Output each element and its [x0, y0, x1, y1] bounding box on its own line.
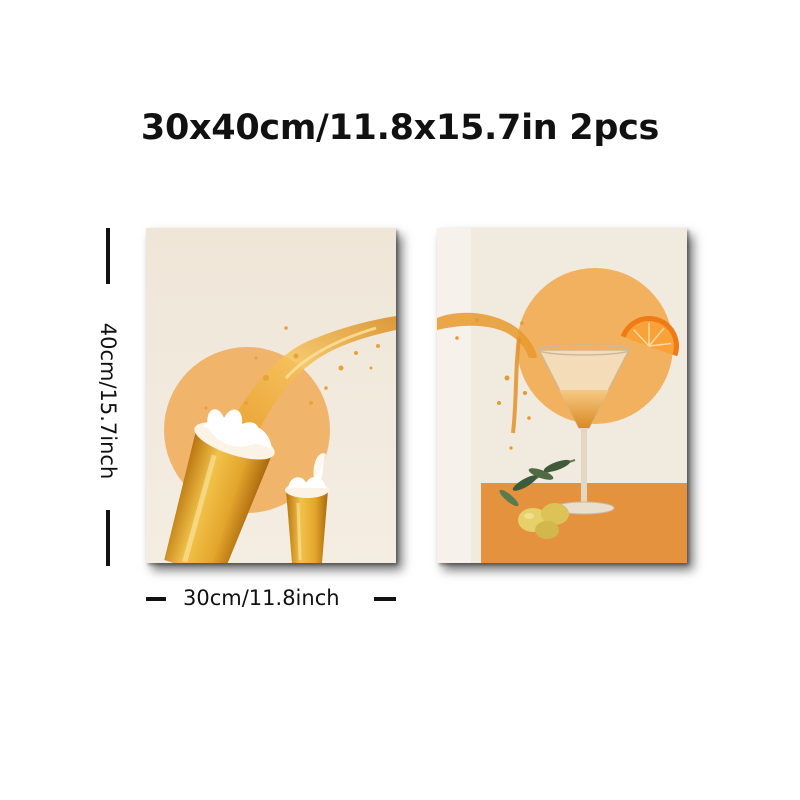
- width-dimension-line-left: [146, 597, 166, 601]
- canvas-panel-beer: [146, 228, 396, 563]
- height-dimension-line-top: [106, 228, 110, 284]
- height-dimension-line-bottom: [106, 510, 110, 566]
- width-dimension-label: 30cm/11.8inch: [183, 586, 340, 610]
- wall-shade: [437, 228, 471, 563]
- size-title: 30x40cm/11.8x15.7in 2pcs: [140, 108, 660, 148]
- canvas-panel-cocktail: [437, 228, 687, 563]
- height-dimension-label: 40cm/15.7inch: [96, 322, 120, 480]
- width-dimension-line-right: [374, 597, 396, 601]
- beer-artwork: [146, 228, 396, 563]
- cocktail-artwork: [437, 228, 687, 563]
